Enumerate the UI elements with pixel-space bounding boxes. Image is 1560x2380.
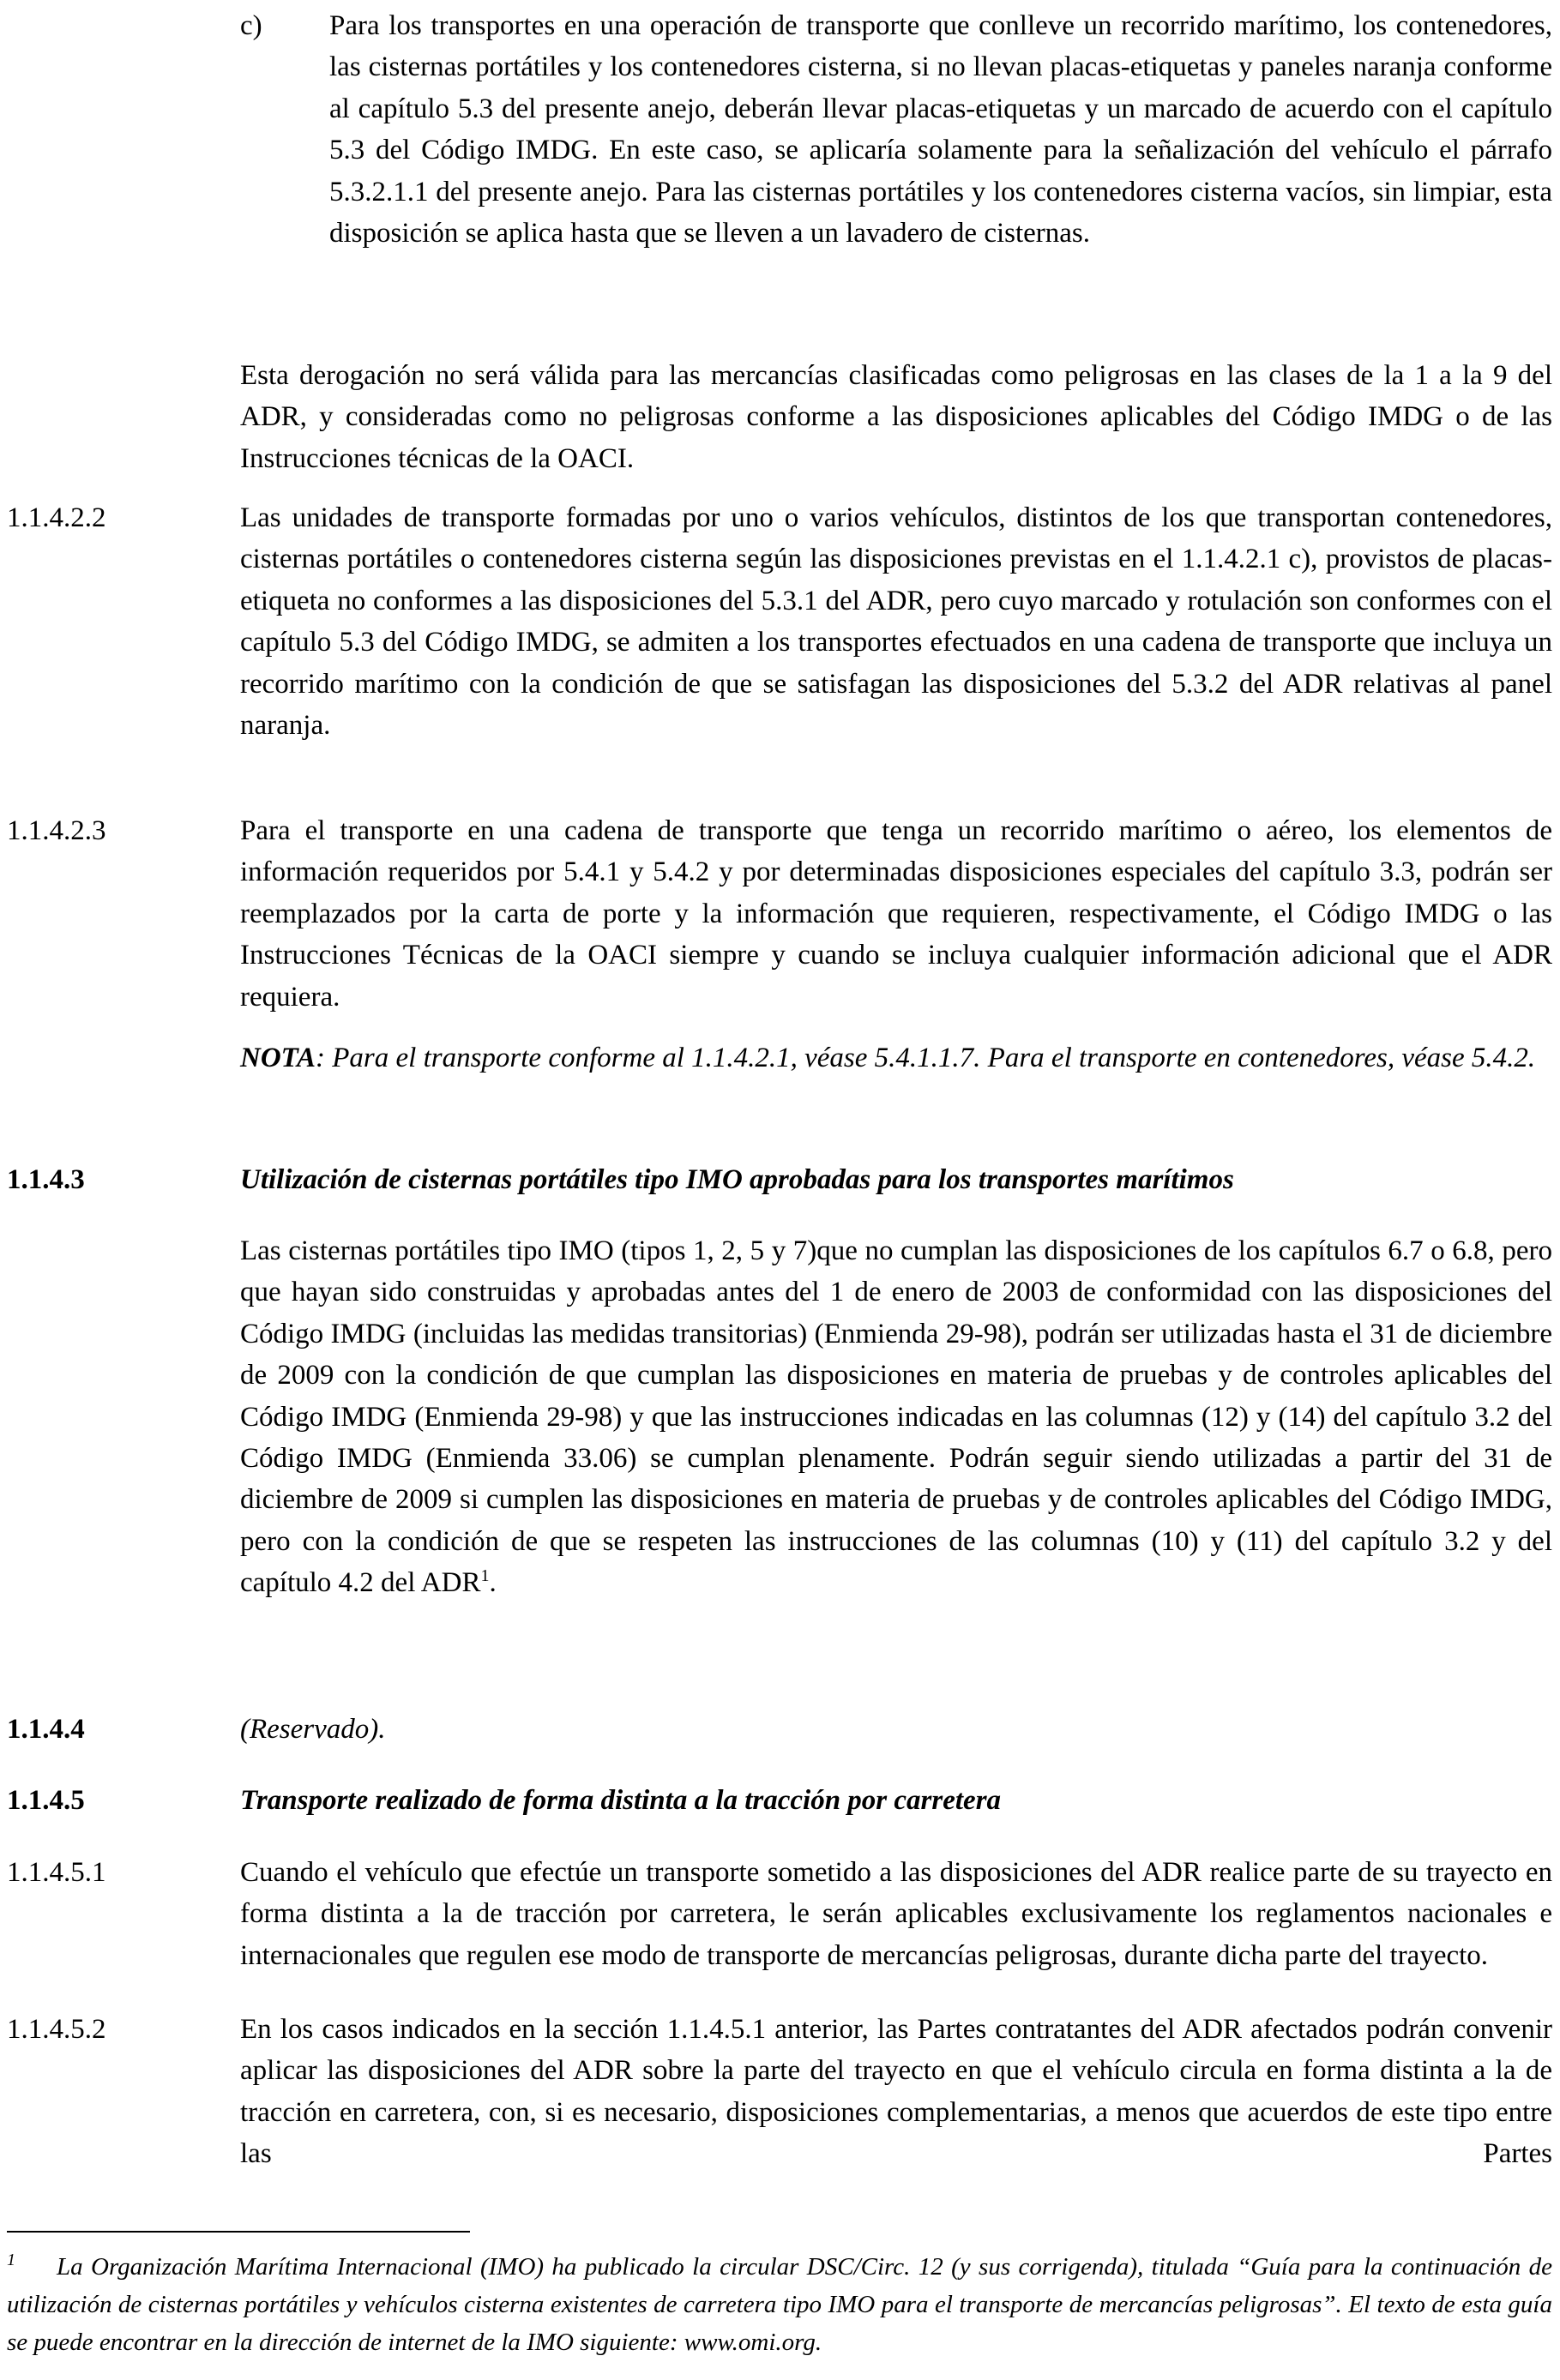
- section-paragraph-1-1-4-5-1: Cuando el vehículo que efectúe un transporte sometido a las disposiciones del ADR realice parte de su trayecto en forma distinta a la de tracción por carretera, le serán aplicables exclusivamente los reglamentos nacionales e internacionales que regulen ese modo de transporte de mercancías peligrosas, durante dicha parte del trayecto.: [240, 1857, 1552, 1971]
- section-number-1-1-4-5-2: 1.1.4.5.2: [7, 2014, 106, 2045]
- section-heading-1-1-4-3: Utilización de cisternas portátiles tipo IMO aprobadas para los transportes marítimos: [240, 1164, 1234, 1195]
- item-c-paragraph: Para los transportes en una operación de transporte que conlleve un recorrido marítimo, los contenedores, las cisternas portátiles y los contenedores cisterna, si no llevan placas-etiquetas y paneles naranja conforme al capítulo 5.3 del presente anejo, deberán llevar placas-etiquetas y un marcado de acuerdo con el capítulo 5.3 del Código IMDG. En este caso, se aplicaría solamente para la señalización del vehículo el párrafo 5.3.2.1.1 del presente anejo. Para las cisternas portátiles y los contenedores cisterna vacíos, sin limpiar, esta disposición se aplica hasta que se lleven a un lavadero de cisternas.: [329, 10, 1552, 249]
- section-text-1-1-4-4: (Reservado).: [240, 1714, 386, 1745]
- footnote-text: La Organización Marítima Internacional (IMO) ha publicado la circular DSC/Circ. 12 (y sus corrigenda), titulada “Guía para la continuación de utilización de cisternas portátiles y vehículos cisterna existentes de carretera tipo IMO para el transporte de mercancías peligrosas”. El texto de esta guía se puede encontrar en la dirección de internet de la IMO siguiente: www.omi.org.: [7, 2253, 1552, 2356]
- section-number-1-1-4-4: 1.1.4.4: [7, 1714, 85, 1745]
- section-number-1-1-4-5-1: 1.1.4.5.1: [7, 1857, 106, 1888]
- section-number-1-1-4-5: 1.1.4.5: [7, 1785, 85, 1816]
- footnote-separator: [7, 2231, 470, 2233]
- item-c-label: c): [240, 10, 262, 41]
- note-text: : Para el transporte conforme al 1.1.4.2.1, véase 5.4.1.1.7. Para el transporte en contenedores, véase 5.4.2.: [316, 1043, 1536, 1073]
- note-paragraph: [240, 1037, 1552, 1079]
- section-number-1-1-4-2-2: 1.1.4.2.2: [7, 502, 106, 533]
- section-text-1-1-4-3-end: .: [489, 1567, 497, 1599]
- section-text-1-1-4-3: Las cisternas portátiles tipo IMO (tipos 1, 2, 5 y 7)que no cumplan las disposiciones de los capítulos 6.7 o 6.8, pero que hayan sido construidas y aprobadas antes del 1 de enero de 2003 de conformidad con las disposiciones del Código IMDG (incluidas las medidas transitorias) (Enmienda 29-98), podrán ser utilizadas hasta el 31 de diciembre de 2009 con la condición de que cumplan las disposiciones en materia de pruebas y de controles aplicables del Código IMDG (Enmienda 29-98) y que las instrucciones indicadas en las columnas (12) y (14) del capítulo 3.2 del Código IMDG (Enmienda 33.06) se cumplan plenamente. Podrán seguir siendo utilizadas a partir del 31 de diciembre de 2009 si cumplen las disposiciones en materia de pruebas y de controles aplicables del Código IMDG, pero con la condición de que se respeten las instrucciones de las columnas (10) y (11) del capítulo 3.2 y del capítulo 4.2 del ADR: [240, 1235, 1552, 1599]
- section-heading-1-1-4-5: Transporte realizado de forma distinta a la tracción por carretera: [240, 1785, 1002, 1816]
- footnote-reference[interactable]: 1: [480, 1566, 490, 1586]
- section-paragraph-1-1-4-5-2: En los casos indicados en la sección 1.1.4.5.1 anterior, las Partes contratantes del ADR afectados podrán convenir aplicar las disposiciones del ADR sobre la parte del trayecto en que el vehículo circula en forma distinta a la de tracción en carretera, con, si es necesario, disposiciones complementarias, a menos que acuerdos de este tipo entre las Partes: [240, 2014, 1552, 2170]
- section-paragraph-1-1-4-2-3: Para el transporte en una cadena de transporte que tenga un recorrido marítimo o aéreo, los elementos de información requeridos por 5.4.1 y 5.4.2 y por determinadas disposiciones especiales del capítulo 3.3, podrán ser reemplazados por la carta de porte y la información que requieren, respectivamente, el Código IMDG o las Instrucciones Técnicas de la OACI siempre y cuando se incluya cualquier información adicional que el ADR requiera.: [240, 815, 1552, 1013]
- note-label: NOTA: [240, 1043, 316, 1073]
- section-paragraph-1-1-4-2-2: Las unidades de transporte formadas por uno o varios vehículos, distintos de los que transportan contenedores, cisternas portátiles o contenedores cisterna según las disposiciones previstas en el 1.1.4.2.1 c), provistos de placas-etiqueta no conformes a las disposiciones del 5.3.1 del ADR, pero cuyo marcado y rotulación son conformes con el capítulo 5.3 del Código IMDG, se admiten a los transportes efectuados en una cadena de transporte que incluya un recorrido marítimo con la condición de que se satisfagan las disposiciones del 5.3.2 del ADR relativas al panel naranja.: [240, 502, 1552, 742]
- footnote: 1 La Organización Marítima Internacional (IMO) ha publicado la circular DSC/Circ. 12 (y sus corrigenda), titulada “Guía para la continuación de utilización de cisternas portátiles y vehículos cisterna existentes de carretera tipo IMO para el transporte de mercancías peligrosas”. El texto de esta guía se puede encontrar en la dirección de internet de la IMO siguiente: www.omi.org.: [7, 2251, 1552, 2356]
- section-number-1-1-4-2-3: 1.1.4.2.3: [7, 815, 106, 846]
- section-number-1-1-4-3: 1.1.4.3: [7, 1164, 85, 1195]
- derogation-paragraph: Esta derogación no será válida para las mercancías clasificadas como peligrosas en las clases de la 1 a la 9 del ADR, y consideradas como no peligrosas conforme a las disposiciones aplicables del Código IMDG o de las Instrucciones técnicas de la OACI.: [240, 360, 1552, 474]
- section-paragraph-1-1-4-3: [240, 1230, 1552, 1604]
